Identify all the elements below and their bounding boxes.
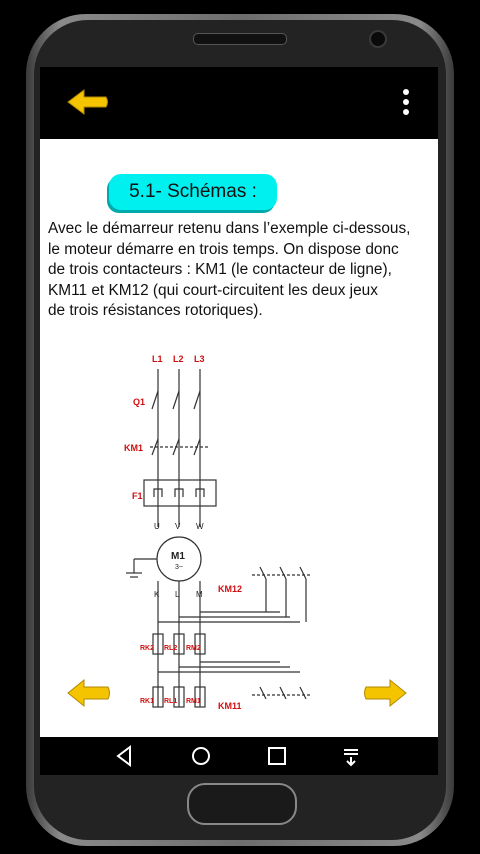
label-m: M <box>196 590 203 599</box>
back-arrow-icon[interactable] <box>66 87 110 117</box>
label-l3: L3 <box>194 354 205 364</box>
section-title: 5.1- Schémas : <box>109 174 277 210</box>
description-text <box>48 219 436 322</box>
back-triangle-icon[interactable] <box>112 743 138 769</box>
text-line: KM11 et KM12 (qui court-circuitent les deux jeux <box>48 281 378 299</box>
label-rk1: RK1 <box>140 698 155 705</box>
label-rm1: RM1 <box>186 698 201 705</box>
text-line: de trois résistances rotoriques). <box>48 302 263 319</box>
label-rl2: RL2 <box>164 645 178 652</box>
label-motor: M1 <box>171 551 185 562</box>
label-motor-sub: 3~ <box>175 564 183 571</box>
label-rk2: RK2 <box>140 645 155 652</box>
label-v: V <box>175 522 181 531</box>
label-l: L <box>175 590 180 599</box>
wiring-schematic <box>124 347 330 727</box>
label-l2: L2 <box>173 354 184 364</box>
label-l1: L1 <box>152 354 163 364</box>
label-q1: Q1 <box>133 397 146 407</box>
app-screen <box>40 67 438 775</box>
label-km11: KM11 <box>218 701 242 711</box>
app-bar <box>40 67 438 139</box>
label-km12: KM12 <box>218 584 243 594</box>
label-f1: F1 <box>132 491 143 501</box>
label-rm2: RM2 <box>186 645 201 652</box>
more-vert-icon[interactable] <box>400 89 412 119</box>
text-line: de trois contacteurs : KM1 (le contacteur de ligne), <box>48 261 392 278</box>
label-k: K <box>154 590 160 599</box>
hardware-home-button[interactable] <box>187 783 297 825</box>
text-line: le moteur démarre en trois temps. On dispose donc <box>48 240 399 258</box>
previous-arrow-icon[interactable] <box>66 676 112 710</box>
label-u: U <box>154 522 160 531</box>
label-rl1: RL1 <box>164 698 178 705</box>
recents-square-icon[interactable] <box>264 743 290 769</box>
text-line: Avec le démarreur retenu dans l’exemple ci-dessous, <box>48 220 411 237</box>
earpiece-speaker <box>193 33 287 45</box>
keyboard-hide-icon[interactable] <box>338 743 364 769</box>
system-nav-bar <box>40 737 438 775</box>
label-w: W <box>196 522 204 531</box>
label-km1: KM1 <box>124 443 144 453</box>
next-arrow-icon[interactable] <box>362 676 408 710</box>
home-circle-icon[interactable] <box>188 743 214 769</box>
front-camera <box>369 30 387 48</box>
